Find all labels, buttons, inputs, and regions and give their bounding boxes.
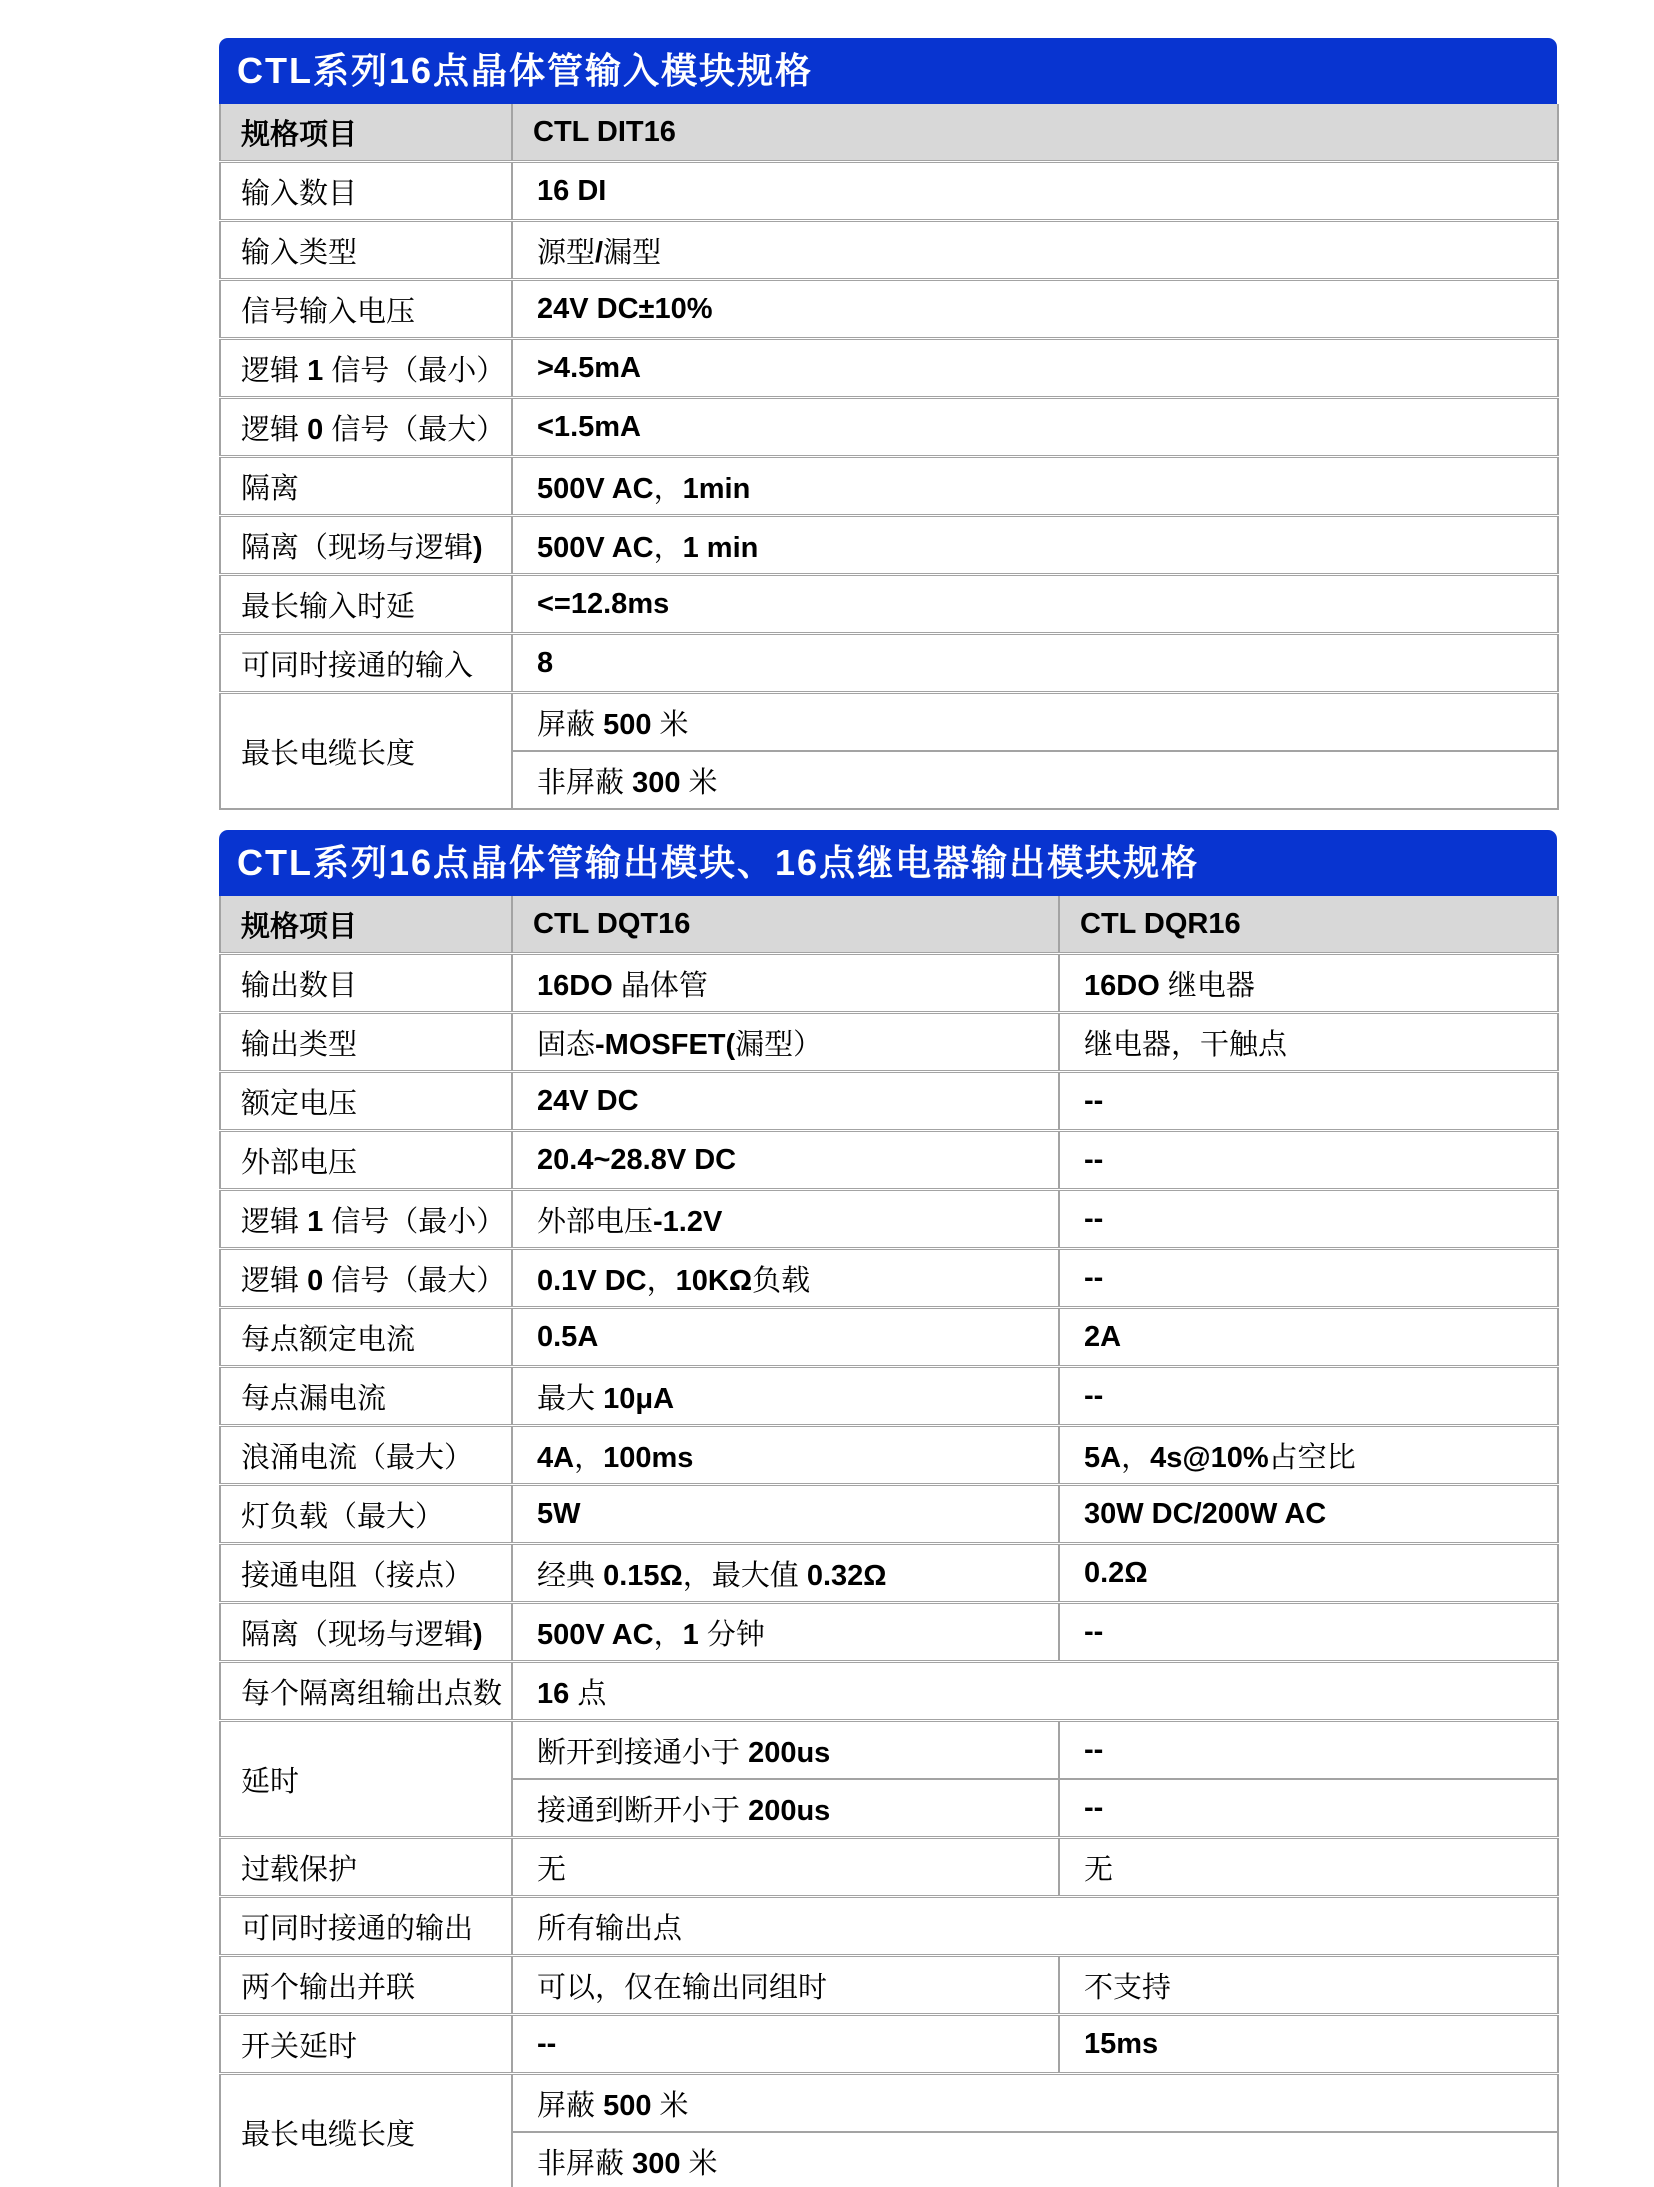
spec-row-label: 最长电缆长度: [220, 2074, 512, 2187]
table-header-row: [220, 896, 1558, 954]
table-row: [220, 162, 1558, 221]
spec-value: 外部电压-1.2V: [512, 1190, 1059, 1249]
spec-value: --: [512, 2015, 1059, 2074]
table-row: [220, 1721, 1558, 1780]
spec-value: 2A: [1059, 1308, 1558, 1367]
spec-value: 24V DC: [512, 1072, 1059, 1131]
table-row: [220, 693, 1558, 752]
spec-value: 无: [1059, 1838, 1558, 1897]
spec-value: 500V AC，1 分钟: [512, 1603, 1059, 1662]
spec-value: 16 点: [512, 1662, 1558, 1721]
column-header: CTL DQT16: [512, 896, 1059, 954]
table-row: [220, 1367, 1558, 1426]
spec-value: --: [1059, 1367, 1558, 1426]
spec-value: --: [1059, 1249, 1558, 1308]
input-module-table-title-bar: CTL系列16点晶体管输入模块规格: [219, 38, 1557, 104]
spec-row-label: 接通电阻（接点）: [220, 1544, 512, 1603]
spec-value: 15ms: [1059, 2015, 1558, 2074]
spec-row-label: 隔离（现场与逻辑): [220, 1603, 512, 1662]
spec-value: <=12.8ms: [512, 575, 1558, 634]
table-header-row: [220, 104, 1558, 162]
spec-value: 20.4~28.8V DC: [512, 1131, 1059, 1190]
column-header: CTL DIT16: [512, 104, 1558, 162]
spec-row-label: 输入数目: [220, 162, 512, 221]
spec-row-label: 浪涌电流（最大）: [220, 1426, 512, 1485]
spec-value: 源型/漏型: [512, 221, 1558, 280]
spec-value: 16DO 继电器: [1059, 954, 1558, 1013]
spec-row-label: 可同时接通的输出: [220, 1897, 512, 1956]
spec-value: 8: [512, 634, 1558, 693]
input-module-spec-table: [219, 104, 1559, 810]
table-row: [220, 2015, 1558, 2074]
spec-row-label: 每点额定电流: [220, 1308, 512, 1367]
table-row: [220, 1426, 1558, 1485]
table-row: [220, 954, 1558, 1013]
table-row: [220, 1662, 1558, 1721]
spec-value: 接通到断开小于 200us: [512, 1779, 1059, 1838]
spec-value: 屏蔽 500 米: [512, 2074, 1558, 2133]
table-row: [220, 1072, 1558, 1131]
spec-row-label: 输出数目: [220, 954, 512, 1013]
table-row: [220, 1485, 1558, 1544]
spec-row-label: 输出类型: [220, 1013, 512, 1072]
spec-row-label: 最长电缆长度: [220, 693, 512, 810]
spec-value: --: [1059, 1779, 1558, 1838]
spec-value: 经典 0.15Ω，最大值 0.32Ω: [512, 1544, 1059, 1603]
spec-row-label: 开关延时: [220, 2015, 512, 2074]
spec-value: 屏蔽 500 米: [512, 693, 1558, 752]
spec-value: 500V AC，1min: [512, 457, 1558, 516]
spec-row-label: 逻辑 1 信号（最小）: [220, 339, 512, 398]
table-row: [220, 1838, 1558, 1897]
table-row: [220, 2074, 1558, 2133]
spec-value: 16 DI: [512, 162, 1558, 221]
spec-value: 非屏蔽 300 米: [512, 751, 1558, 809]
column-header: 规格项目: [220, 896, 512, 954]
spec-value: 继电器，干触点: [1059, 1013, 1558, 1072]
spec-row-label: 可同时接通的输入: [220, 634, 512, 693]
spec-value: 可以，仅在输出同组时: [512, 1956, 1059, 2015]
spec-value: --: [1059, 1131, 1558, 1190]
table-row: [220, 221, 1558, 280]
spec-value: 4A，100ms: [512, 1426, 1059, 1485]
column-header: CTL DQR16: [1059, 896, 1558, 954]
spec-value: 5W: [512, 1485, 1059, 1544]
table-row: [220, 1544, 1558, 1603]
table-row: [220, 1956, 1558, 2015]
spec-row-label: 输入类型: [220, 221, 512, 280]
spec-value: 500V AC，1 min: [512, 516, 1558, 575]
spec-row-label: 每点漏电流: [220, 1367, 512, 1426]
table-row: [220, 575, 1558, 634]
spec-value: 5A，4s@10%占空比: [1059, 1426, 1558, 1485]
table-row: [220, 1603, 1558, 1662]
spec-row-label: 逻辑 0 信号（最大）: [220, 398, 512, 457]
table-row: [220, 339, 1558, 398]
table-row: [220, 1013, 1558, 1072]
spec-value: 0.2Ω: [1059, 1544, 1558, 1603]
spec-row-label: 逻辑 1 信号（最小）: [220, 1190, 512, 1249]
spec-value: 0.5A: [512, 1308, 1059, 1367]
spec-row-label: 过载保护: [220, 1838, 512, 1897]
spec-row-label: 最长输入时延: [220, 575, 512, 634]
spec-row-label: 每个隔离组输出点数: [220, 1662, 512, 1721]
table-row: [220, 634, 1558, 693]
input-module-spec-section: [219, 38, 1557, 810]
spec-value: 固态-MOSFET(漏型）: [512, 1013, 1059, 1072]
spec-value: --: [1059, 1072, 1558, 1131]
output-module-spec-table: [219, 896, 1559, 2187]
spec-row-label: 两个输出并联: [220, 1956, 512, 2015]
table-row: [220, 1131, 1558, 1190]
table-row: [220, 1249, 1558, 1308]
table-row: [220, 457, 1558, 516]
table-row: [220, 398, 1558, 457]
table-row: [220, 1190, 1558, 1249]
table-row: [220, 516, 1558, 575]
spec-value: <1.5mA: [512, 398, 1558, 457]
spec-row-label: 额定电压: [220, 1072, 512, 1131]
spec-value: --: [1059, 1603, 1558, 1662]
spec-value: --: [1059, 1721, 1558, 1780]
spec-value: 无: [512, 1838, 1059, 1897]
spec-value: --: [1059, 1190, 1558, 1249]
table-row: [220, 1897, 1558, 1956]
spec-value: 断开到接通小于 200us: [512, 1721, 1059, 1780]
table-row: [220, 1308, 1558, 1367]
spec-value: 24V DC±10%: [512, 280, 1558, 339]
spec-value: 所有输出点: [512, 1897, 1558, 1956]
spec-row-label: 隔离（现场与逻辑): [220, 516, 512, 575]
spec-value: >4.5mA: [512, 339, 1558, 398]
spec-value: 非屏蔽 300 米: [512, 2132, 1558, 2187]
output-module-table-title-bar: CTL系列16点晶体管输出模块、16点继电器输出模块规格: [219, 830, 1557, 896]
spec-row-label: 灯负载（最大）: [220, 1485, 512, 1544]
output-module-spec-section: [219, 830, 1557, 2187]
spec-row-label: 延时: [220, 1721, 512, 1838]
table-row: [220, 280, 1558, 339]
spec-row-label: 信号输入电压: [220, 280, 512, 339]
spec-row-label: 外部电压: [220, 1131, 512, 1190]
spec-value: 0.1V DC，10KΩ负载: [512, 1249, 1059, 1308]
spec-value: 30W DC/200W AC: [1059, 1485, 1558, 1544]
column-header: 规格项目: [220, 104, 512, 162]
spec-value: 最大 10μA: [512, 1367, 1059, 1426]
spec-value: 不支持: [1059, 1956, 1558, 2015]
spec-row-label: 逻辑 0 信号（最大）: [220, 1249, 512, 1308]
spec-row-label: 隔离: [220, 457, 512, 516]
spec-value: 16DO 晶体管: [512, 954, 1059, 1013]
